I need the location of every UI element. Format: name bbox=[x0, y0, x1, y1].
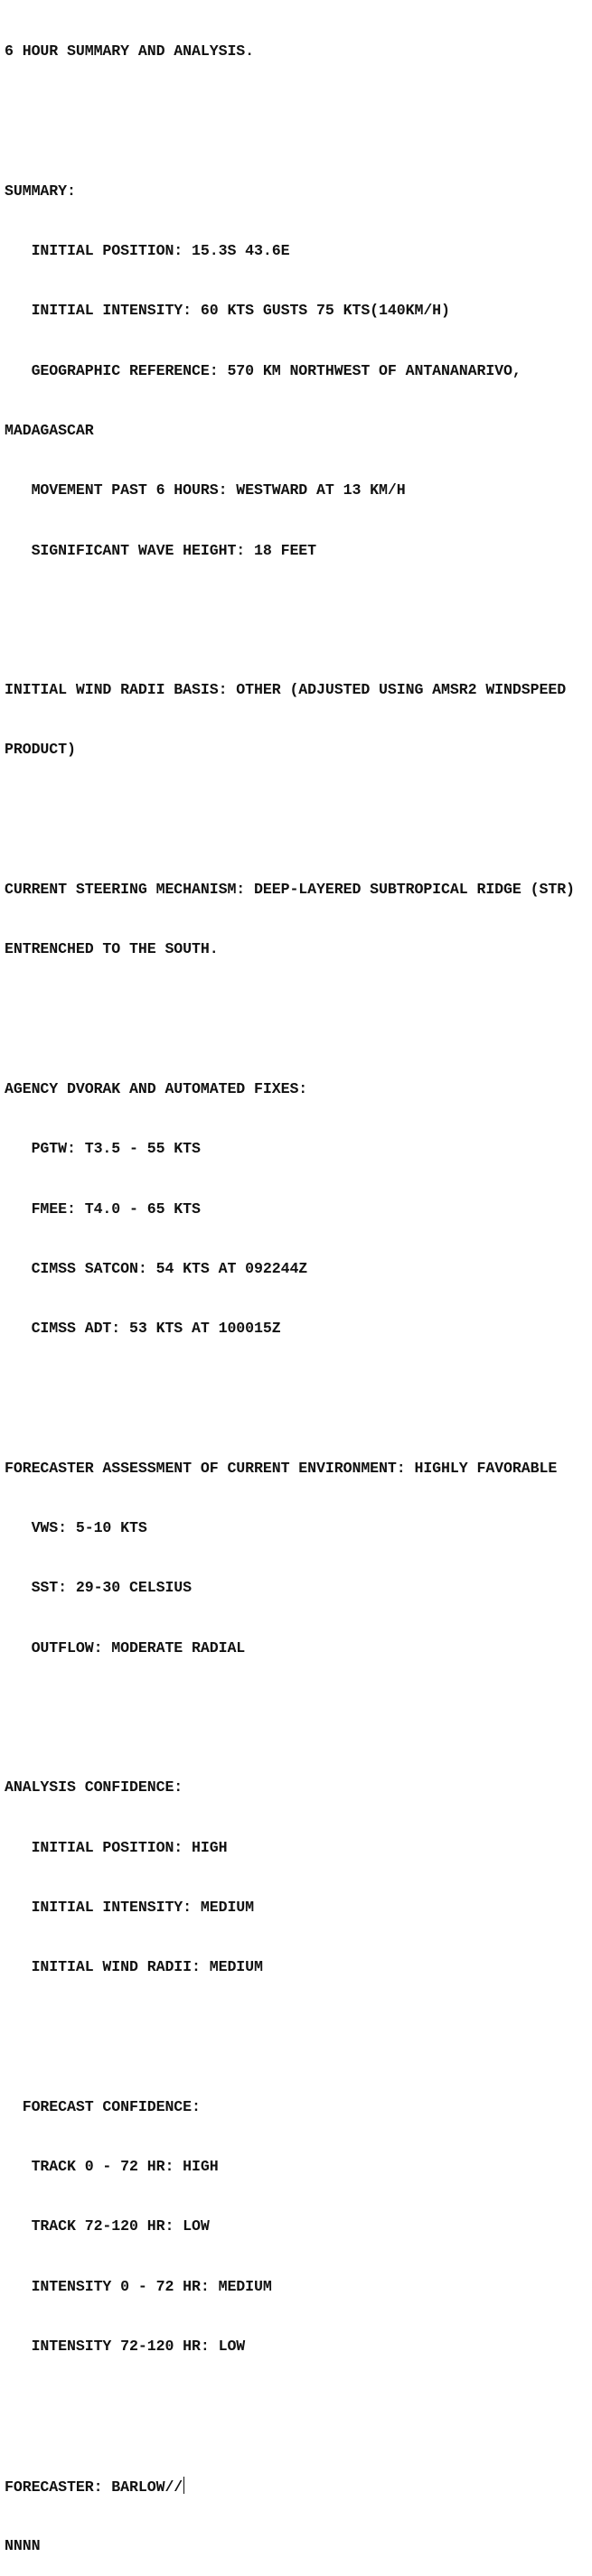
forecast-confidence-heading: FORECAST CONFIDENCE: bbox=[5, 2097, 201, 2115]
text-cursor bbox=[183, 2477, 184, 2494]
fixes-heading: AGENCY DVORAK AND AUTOMATED FIXES: bbox=[5, 1080, 308, 1098]
forecaster-line bbox=[5, 2477, 592, 2497]
steering-mechanism: CURRENT STEERING MECHANISM: DEEP-LAYERED SUBTROPICAL RIDGE (STR) bbox=[5, 881, 575, 899]
blank-line bbox=[5, 601, 592, 621]
wave-height: SIGNIFICANT WAVE HEIGHT: 18 FEET bbox=[5, 541, 317, 559]
summary-heading: SUMMARY: bbox=[5, 182, 76, 200]
environment-vws: VWS: 5-10 KTS bbox=[5, 1519, 147, 1537]
end-marker: NNNN bbox=[5, 2536, 41, 2554]
environment-outflow: OUTFLOW: MODERATE RADIAL bbox=[5, 1638, 246, 1657]
wind-radii-basis-continued: PRODUCT) bbox=[5, 741, 76, 759]
movement: MOVEMENT PAST 6 HOURS: WESTWARD AT 13 KM/H bbox=[5, 481, 406, 499]
forecaster: FORECASTER: BARLOW// bbox=[5, 2478, 183, 2496]
text-document[interactable] bbox=[5, 2, 592, 2576]
blank-line bbox=[5, 101, 592, 121]
forecast-track-0-72: TRACK 0 - 72 HR: HIGH bbox=[5, 2158, 219, 2176]
environment-heading: FORECASTER ASSESSMENT OF CURRENT ENVIRONMENT: HIGHLY FAVORABLE bbox=[5, 1459, 558, 1477]
forecast-intensity-0-72: INTENSITY 0 - 72 HR: MEDIUM bbox=[5, 2277, 272, 2295]
wind-radii-basis: INITIAL WIND RADII BASIS: OTHER (ADJUSTED USING AMSR2 WINDSPEED bbox=[5, 681, 567, 699]
analysis-confidence-wind-radii: INITIAL WIND RADII: MEDIUM bbox=[5, 1958, 263, 1976]
geographic-reference: GEOGRAPHIC REFERENCE: 570 KM NORTHWEST OF ANTANANARIVO, bbox=[5, 361, 522, 379]
blank-line bbox=[5, 1698, 592, 1718]
analysis-confidence-position: INITIAL POSITION: HIGH bbox=[5, 1838, 228, 1856]
blank-line bbox=[5, 1000, 592, 1020]
document-title: 6 HOUR SUMMARY AND ANALYSIS. bbox=[5, 42, 255, 61]
blank-line bbox=[5, 1378, 592, 1398]
blank-line bbox=[5, 2396, 592, 2416]
steering-mechanism-continued: ENTRENCHED TO THE SOUTH. bbox=[5, 940, 219, 958]
analysis-confidence-intensity: INITIAL INTENSITY: MEDIUM bbox=[5, 1898, 255, 1916]
fix-pgtw: PGTW: T3.5 - 55 KTS bbox=[5, 1140, 201, 1158]
fix-cimss-satcon: CIMSS SATCON: 54 KTS AT 092244Z bbox=[5, 1259, 308, 1277]
blank-line bbox=[5, 2017, 592, 2037]
geographic-reference-continued: MADAGASCAR bbox=[5, 421, 94, 439]
initial-intensity: INITIAL INTENSITY: 60 KTS GUSTS 75 KTS(140KM/H) bbox=[5, 302, 450, 320]
forecast-intensity-72-120: INTENSITY 72-120 HR: LOW bbox=[5, 2337, 246, 2355]
initial-position: INITIAL POSITION: 15.3S 43.6E bbox=[5, 242, 290, 260]
forecast-track-72-120: TRACK 72-120 HR: LOW bbox=[5, 2217, 210, 2235]
blank-line bbox=[5, 800, 592, 820]
fix-fmee: FMEE: T4.0 - 65 KTS bbox=[5, 1199, 201, 1218]
fix-cimss-adt: CIMSS ADT: 53 KTS AT 100015Z bbox=[5, 1320, 281, 1338]
environment-sst: SST: 29-30 CELSIUS bbox=[5, 1579, 193, 1597]
analysis-confidence-heading: ANALYSIS CONFIDENCE: bbox=[5, 1778, 183, 1797]
